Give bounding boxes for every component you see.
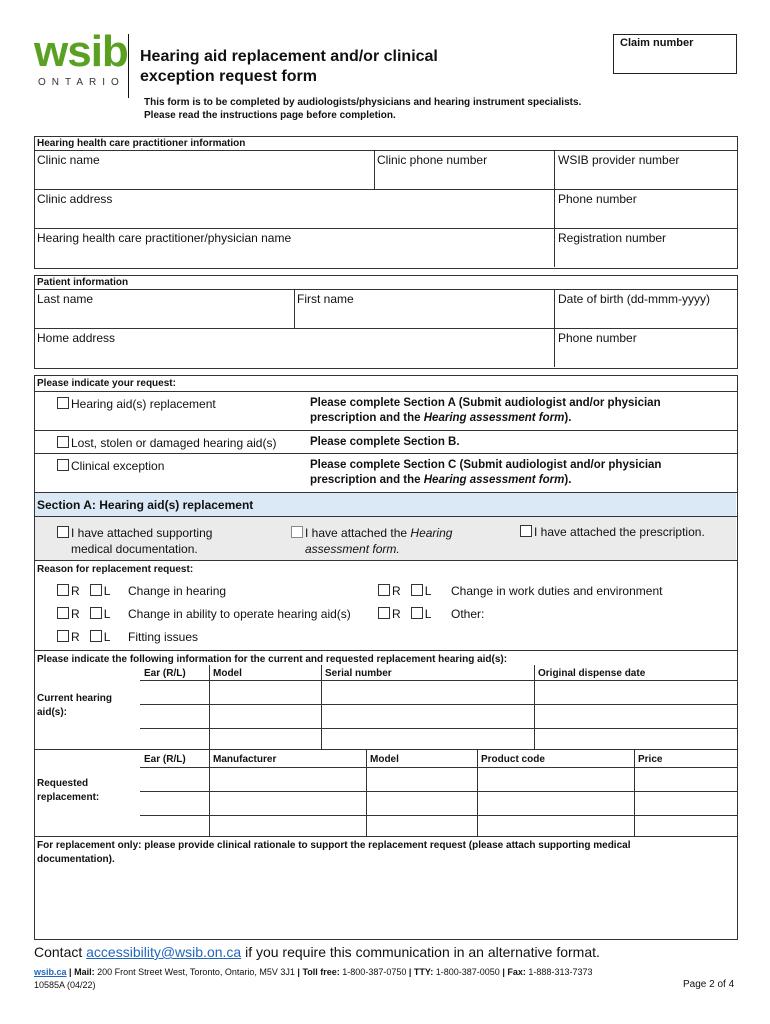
instr-text: Hearing assessment form <box>423 412 565 424</box>
page-number: Page 2 of 4 <box>683 979 735 990</box>
r-label: R <box>392 584 401 598</box>
divider <box>477 749 478 836</box>
practitioner-name-field[interactable]: Hearing health care practitioner/physician name <box>37 231 292 245</box>
col-serial: Serial number <box>325 668 392 679</box>
divider <box>34 189 738 190</box>
l-label: L <box>424 584 432 598</box>
attach-prescription-checkbox[interactable] <box>520 525 532 537</box>
r-label: R <box>71 607 80 621</box>
header-divider <box>128 34 129 98</box>
reason-ability[interactable] <box>57 607 110 621</box>
divider <box>34 150 738 151</box>
tollfree-number: 1-800-387-0750 <box>342 967 407 977</box>
divider <box>140 815 738 816</box>
claim-number-label: Claim number <box>620 37 694 49</box>
left-checkbox[interactable] <box>90 584 102 596</box>
contact-text: Contact <box>34 944 87 960</box>
dob-field[interactable]: Date of birth (dd-mmm-yyyy) <box>558 292 711 306</box>
replacement-checkbox[interactable] <box>57 397 69 409</box>
request-heading: Please indicate your request: <box>37 378 176 389</box>
divider <box>366 749 367 836</box>
r-label: R <box>71 630 80 644</box>
reason4-label: Change in work duties and environment <box>451 584 663 598</box>
right-checkbox[interactable] <box>378 607 390 619</box>
accessibility-email-link[interactable]: accessibility@wsib.on.ca <box>86 944 242 960</box>
instr-text: prescription and the <box>310 412 424 424</box>
option-replacement[interactable] <box>57 397 216 411</box>
first-name-field[interactable]: First name <box>297 292 354 306</box>
divider <box>34 650 738 651</box>
instr-text: Please complete Section A (Submit audiologist and/or physician <box>310 397 661 409</box>
col-product-code: Product code <box>481 754 545 765</box>
option-label: Hearing aid(s) replacement <box>71 397 216 411</box>
attach-text: Hearing <box>410 526 453 540</box>
attach-text: medical documentation. <box>71 542 198 556</box>
col-price: Price <box>638 754 663 765</box>
clinic-address-field[interactable]: Clinic address <box>37 192 113 206</box>
divider <box>34 560 738 561</box>
col-dispense-date: Original dispense date <box>538 668 646 679</box>
divider <box>34 328 738 329</box>
registration-number-field[interactable]: Registration number <box>558 231 667 245</box>
form-title: Hearing aid replacement and/or clinical exception request form <box>140 48 438 85</box>
attach-prescription[interactable] <box>520 525 705 539</box>
instr-text: Please complete Section C (Submit audiologist and/or physician <box>310 459 662 471</box>
option2-instructions: Please complete Section B. <box>310 436 460 448</box>
l-label: L <box>103 584 111 598</box>
info-heading: Please indicate the following information for the current and requested replacement hearing aid(s): <box>37 654 508 665</box>
divider <box>534 665 535 749</box>
reason-fitting[interactable] <box>57 630 110 644</box>
divider <box>294 289 295 328</box>
right-checkbox[interactable] <box>57 630 69 642</box>
divider <box>321 665 322 749</box>
reason3-label: Fitting issues <box>128 630 199 644</box>
mail-label: Mail: <box>74 967 95 977</box>
right-checkbox[interactable] <box>57 584 69 596</box>
right-checkbox[interactable] <box>57 607 69 619</box>
l-label: L <box>103 630 111 644</box>
claim-number-field[interactable] <box>613 34 737 74</box>
col-manufacturer: Manufacturer <box>213 754 277 765</box>
reason-other[interactable] <box>378 607 431 621</box>
clinic-name-field[interactable]: Clinic name <box>37 153 100 167</box>
reason5-label: Other: <box>451 607 485 621</box>
wsib-site-link[interactable]: wsib.ca <box>34 967 67 977</box>
option-label: Clinical exception <box>71 459 165 473</box>
r-label: R <box>71 584 80 598</box>
rationale-label: For replacement only: please provide clinical rationale to support the replacement request (please attach supporting medical documentation). <box>37 840 631 865</box>
attach-medical-checkbox[interactable] <box>57 526 69 538</box>
left-checkbox[interactable] <box>411 607 423 619</box>
option-label: Lost, stolen or damaged hearing aid(s) <box>71 436 277 450</box>
r-label: R <box>392 607 401 621</box>
contact-line <box>34 944 600 960</box>
clinic-phone-field[interactable]: Clinic phone number <box>377 153 488 167</box>
divider <box>140 767 738 768</box>
reason-work-duties[interactable] <box>378 584 431 598</box>
divider <box>34 749 738 750</box>
instr-text: ). <box>564 474 572 486</box>
left-checkbox[interactable] <box>90 607 102 619</box>
reason-heading: Reason for replacement request: <box>37 564 194 575</box>
option-lost-stolen[interactable] <box>57 436 276 450</box>
clinic-phone-number-field[interactable]: Phone number <box>558 192 637 206</box>
l-label: L <box>424 607 432 621</box>
attach-text: I have attached the <box>305 526 411 540</box>
attach-text: I have attached the prescription. <box>534 525 705 539</box>
contact-text: if you require this communication in an alternative format. <box>241 944 600 960</box>
reason-change-hearing[interactable] <box>57 584 110 598</box>
form-subtitle: This form is to be completed by audiologists/physicians and hearing instrument specialists. Please read the instructions page before completion. <box>144 97 582 121</box>
instr-text: Hearing assessment form <box>423 474 565 486</box>
col-model: Model <box>213 668 242 679</box>
practitioner-heading: Hearing health care practitioner information <box>37 138 246 149</box>
rationale-textarea[interactable] <box>36 866 735 936</box>
option-clinical-exception[interactable] <box>57 459 164 473</box>
left-checkbox[interactable] <box>411 584 423 596</box>
lost-checkbox[interactable] <box>57 436 69 448</box>
divider <box>634 749 635 836</box>
divider <box>34 430 738 431</box>
footer-contact-info: wsib.ca | Mail: 200 Front Street West, Toronto, Ontario, M5V 3J1 | Toll free: 1-800-387-0750 | TTY: 1-800-387-0050 | Fax: 1-888-313-7373 <box>34 967 593 977</box>
requested-replacement-label: Requested replacement: <box>37 778 100 803</box>
divider <box>34 228 738 229</box>
tollfree-label: Toll free: <box>302 967 340 977</box>
divider <box>140 680 738 681</box>
patient-heading: Patient information <box>37 277 129 288</box>
logo-ontario: ONTARIO <box>38 77 125 88</box>
col-ear: Ear (R/L) <box>144 754 186 765</box>
attach-text: assessment form. <box>305 542 400 556</box>
divider <box>34 836 738 837</box>
l-label: L <box>103 607 111 621</box>
right-checkbox[interactable] <box>378 584 390 596</box>
mail-address: 200 Front Street West, Toronto, Ontario, M5V 3J1 <box>97 967 295 977</box>
home-address-field[interactable]: Home address <box>37 331 116 345</box>
fax-number: 1-888-313-7373 <box>528 967 593 977</box>
divider <box>209 665 210 749</box>
divider <box>140 791 738 792</box>
col-model: Model <box>370 754 399 765</box>
patient-phone-field[interactable]: Phone number <box>558 331 637 345</box>
divider <box>34 492 738 493</box>
divider <box>140 704 738 705</box>
option3-instructions <box>310 458 730 488</box>
col-ear: Ear (R/L) <box>144 668 186 679</box>
last-name-field[interactable]: Last name <box>37 292 94 306</box>
divider <box>374 150 375 189</box>
provider-number-field[interactable]: WSIB provider number <box>558 153 680 167</box>
attach-text: I have attached supporting <box>71 526 213 540</box>
clinical-checkbox[interactable] <box>57 459 69 471</box>
fax-label: Fax: <box>507 967 526 977</box>
divider <box>34 391 738 392</box>
divider <box>140 728 738 729</box>
instr-text: prescription and the <box>310 474 424 486</box>
attach-assessment-checkbox[interactable] <box>291 526 303 538</box>
tty-number: 1-800-387-0050 <box>435 967 500 977</box>
current-hearing-aids-label: Current hearing aid(s): <box>37 693 113 718</box>
form-code: 10585A (04/22) <box>34 980 96 990</box>
reason2-label: Change in ability to operate hearing aid(s) <box>128 607 351 621</box>
divider <box>209 749 210 836</box>
tty-label: TTY: <box>413 967 434 977</box>
attach-medical-doc[interactable] <box>57 525 212 557</box>
section-a-heading: Section A: Hearing aid(s) replacement <box>37 498 254 512</box>
divider <box>34 453 738 454</box>
option1-instructions <box>310 396 730 426</box>
wsib-logo: wsib <box>34 27 128 76</box>
attach-assessment-form[interactable] <box>291 525 452 557</box>
divider <box>34 289 738 290</box>
left-checkbox[interactable] <box>90 630 102 642</box>
instr-text: ). <box>564 412 572 424</box>
divider <box>554 150 555 267</box>
reason1-label: Change in hearing <box>128 584 227 598</box>
